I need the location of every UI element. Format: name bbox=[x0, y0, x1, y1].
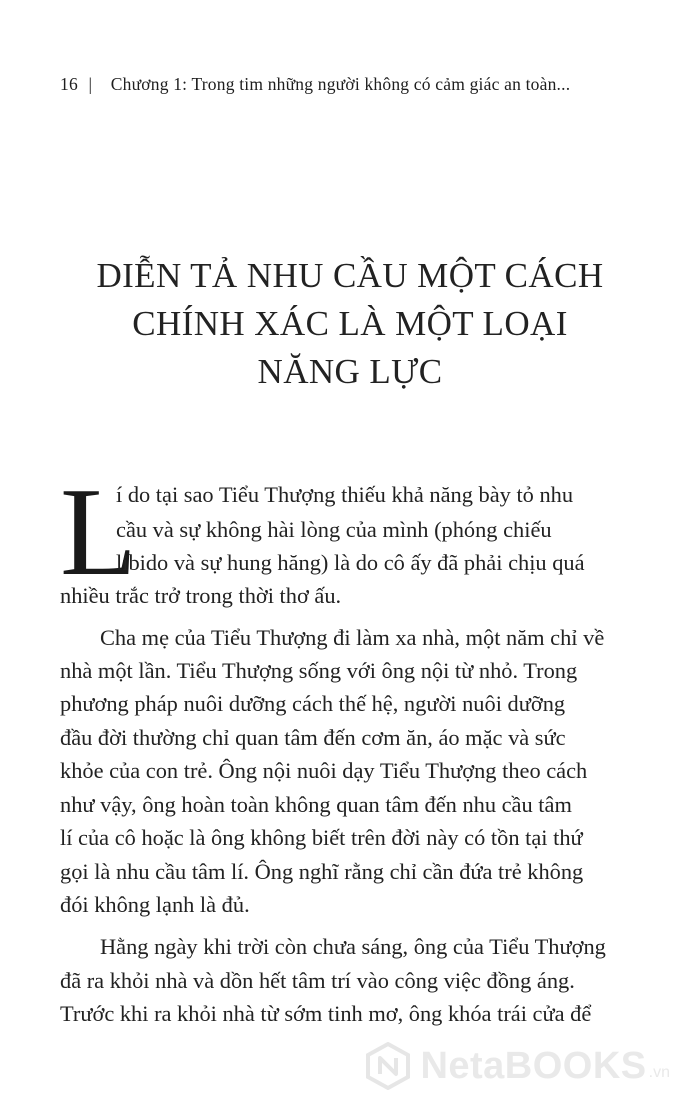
body-line: như vậy, ông hoàn toàn không quan tâm đến nhu cầu tâm bbox=[60, 792, 572, 817]
body-line: nhiều trắc trở trong thời thơ ấu. bbox=[60, 583, 342, 608]
body-line: Trước khi ra khỏi nhà từ sớm tinh mơ, ông khóa trái cửa để bbox=[60, 1001, 592, 1026]
netabooks-logo-icon bbox=[364, 1042, 412, 1090]
watermark-brand: NetaBOOKS bbox=[420, 1044, 647, 1087]
body-line: phương pháp nuôi dưỡng cách thế hệ, người nuôi dưỡng bbox=[60, 691, 566, 716]
body-line: lí của cô hoặc là ông không biết trên đời này có tồn tại thứ bbox=[60, 825, 583, 850]
body-line: đói không lạnh là đủ. bbox=[60, 892, 250, 917]
section-title bbox=[40, 252, 660, 396]
drop-cap: L bbox=[60, 463, 137, 602]
section-title-line: CHÍNH XÁC LÀ MỘT LOẠI bbox=[132, 304, 568, 343]
body-line: Cha mẹ của Tiểu Thượng đi làm xa nhà, một năm chỉ về bbox=[100, 625, 605, 650]
section-title-line: NĂNG LỰC bbox=[257, 352, 443, 391]
body-line: khỏe của con trẻ. Ông nội nuôi dạy Tiểu Thượng theo cách bbox=[60, 758, 588, 783]
section-title-line: DIỄN TẢ NHU CẦU MỘT CÁCH bbox=[96, 256, 604, 295]
running-header bbox=[60, 74, 570, 95]
body-line: libido và sự hung hăng) là do cô ấy đã phải chịu quá bbox=[116, 550, 585, 575]
body-line: í do tại sao Tiểu Thượng thiếu khả năng bày tỏ nhu bbox=[116, 482, 574, 507]
chapter-title: Chương 1: Trong tim những người không có cảm giác an toàn... bbox=[110, 74, 571, 94]
body-line: đã ra khỏi nhà và dồn hết tâm trí vào công việc đồng áng. bbox=[60, 968, 575, 993]
body-line: đầu đời thường chỉ quan tâm đến cơm ăn, áo mặc và sức bbox=[60, 725, 566, 750]
body-line: cầu và sự không hài lòng của mình (phóng chiếu bbox=[116, 517, 552, 542]
body-line: gọi là nhu cầu tâm lí. Ông nghĩ rằng chỉ cần đứa trẻ không bbox=[60, 859, 584, 884]
header-separator: | bbox=[88, 74, 93, 94]
body-line: Hằng ngày khi trời còn chưa sáng, ông của Tiểu Thượng bbox=[100, 934, 606, 959]
page-number: 16 bbox=[60, 74, 78, 94]
watermark bbox=[364, 1042, 670, 1090]
watermark-suffix: .vn bbox=[648, 1064, 670, 1081]
body-line: nhà một lần. Tiểu Thượng sống với ông nội từ nhỏ. Trong bbox=[60, 658, 578, 683]
